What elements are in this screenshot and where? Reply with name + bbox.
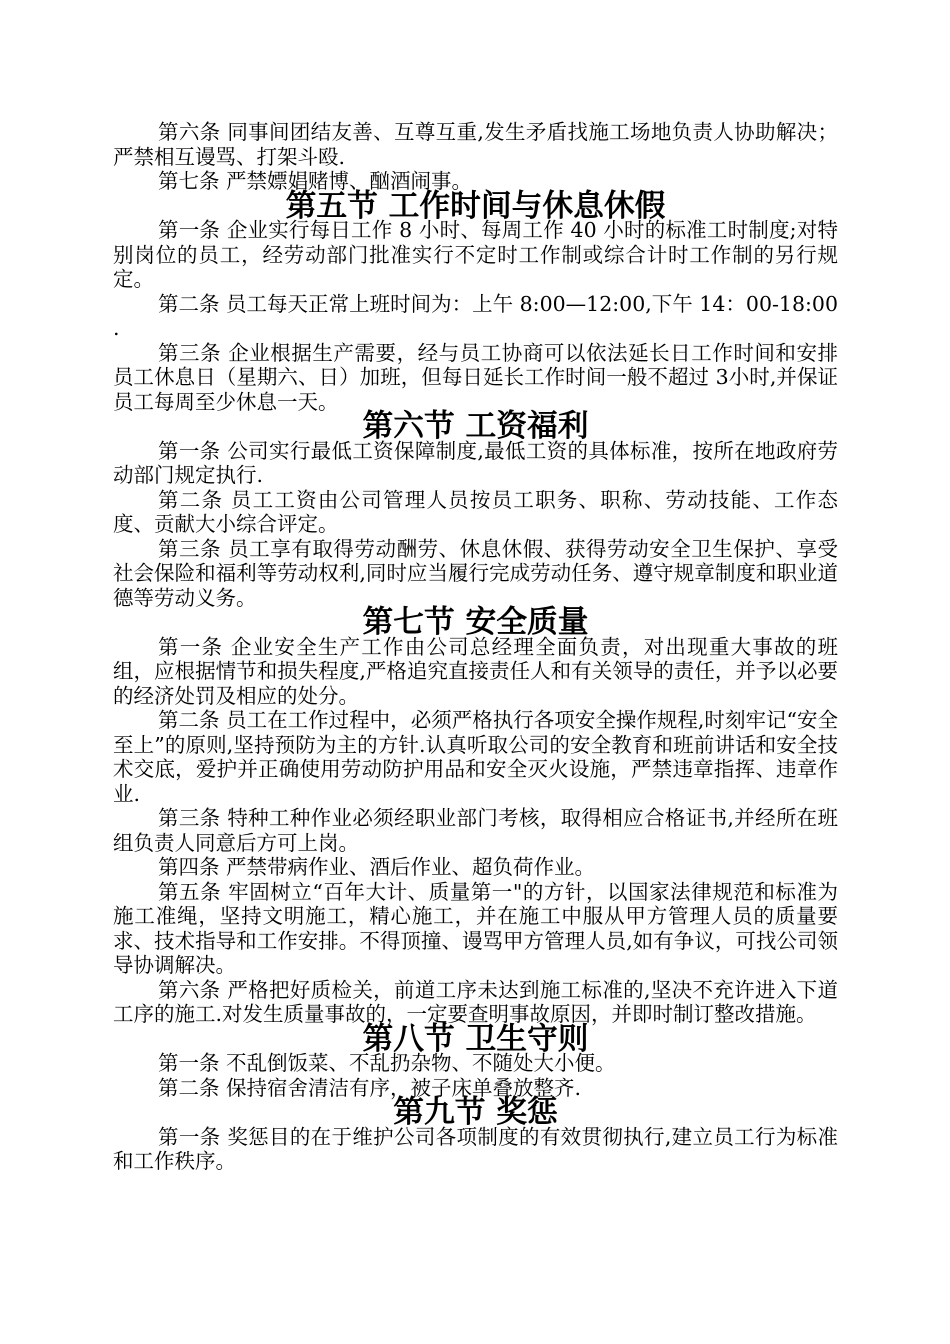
section-7-article-1: 第一条 企业安全生产工作由公司总经理全面负责，对出现重大事故的班组，应根据情节和损失程度,严格追究直接责任人和有关领导的责任，并予以必要的经济处罚及相应的处分。: [113, 634, 838, 708]
section-5-heading: 第五节 工作时间与休息休假: [285, 187, 666, 224]
section-7-article-3: 第三条 特种工种作业必须经职业部门考核，取得相应合格证书,并经所在班组负责人同意后方可上岗。: [113, 806, 838, 855]
section-5-article-1: 第一条 企业实行每日工作 8 小时、每周工作 40 小时的标准工时制度;对特别岗位的员工，经劳动部门批准实行不定时工作制或综合计时工作制的另行规定。: [113, 218, 838, 291]
section-7-heading: 第七节 安全质量: [362, 604, 589, 640]
section-6-article-3: 第三条 员工享有取得劳动酬劳、休息休假、获得劳动安全卫生保护、享受社会保险和福利等劳动权利,同时应当履行完成劳动任务、遵守规章制度和职业道德等劳动义务。: [113, 536, 838, 610]
section-5-article-2: 第二条 员工每天正常上班时间为：上午 8:00—12:00,下午 14：00-18:00 .: [113, 291, 838, 340]
section-7-article-5: 第五条 牢固树立“百年大计、质量第一"的方针，以国家法律规范和标准为施工准绳，坚持文明施工，精心施工，并在施工中服从甲方管理人员的质量要求、技术指导和工作安排。不得顶撞、谩骂甲方管理人员,如有争议，可找公司领导协调解决。: [113, 879, 838, 977]
section-7-article-2: 第二条 员工在工作过程中，必须严格执行各项安全操作规程,时刻牢记“安全至上”的原则,坚持预防为主的方针.认真听取公司的安全教育和班前讲话和安全技术交底，爱护并正确使用劳动防护用品和安全灭火设施，严禁违章指挥、违章作业.: [113, 708, 838, 806]
document-page: [113, 120, 838, 1174]
section-6-article-2: 第二条 员工工资由公司管理人员按员工职务、职称、劳动技能、工作态度、贡献大小综合评定。: [113, 487, 838, 536]
section-7-article-4: 第四条 严禁带病作业、酒后作业、超负荷作业。: [158, 855, 596, 879]
section-8-heading: 第八节 卫生守则: [362, 1020, 589, 1057]
section-6-heading: 第六节 工资福利: [362, 408, 589, 444]
section-5-article-3: 第三条 企业根据生产需要，经与员工协商可以依法延长日工作时间和安排员工休息日（星期六、日）加班，但每日延长工作时间一般不超过 3小时,并保证员工每周至少休息一天。: [113, 340, 838, 414]
section-7-article-6: 第六条 严格把好质检关，前道工序未达到施工标准的,坚决不充许进入下道工序的施工.对发生质量事故的，一定要查明事故原因，并即时制订整改措施。: [113, 977, 838, 1026]
section-9-article-1: 第一条 奖惩目的在于维护公司各项制度的有效贯彻执行,建立员工行为标准和工作秩序。: [113, 1124, 838, 1173]
section-8-article-2: 第二条 保持宿舍清洁有序，被子床单叠放整齐.: [158, 1075, 582, 1100]
section-8-article-1: 第一条 不乱倒饭菜、不乱扔杂物、不随处大小便。: [158, 1051, 616, 1075]
section-9-heading: 第九节 奖惩: [393, 1094, 558, 1130]
article-6-unity: 第六条 同事间团结友善、互尊互重,发生矛盾找施工场地负责人协助解决；严禁相互谩骂、打架斗殴.: [113, 120, 838, 169]
section-6-article-1: 第一条 公司实行最低工资保障制度,最低工资的具体标准，按所在地政府劳动部门规定执行.: [113, 438, 838, 487]
article-7-prohibitions: 第七条 严禁嫖娼赌博、酗酒闹事。: [158, 169, 473, 193]
